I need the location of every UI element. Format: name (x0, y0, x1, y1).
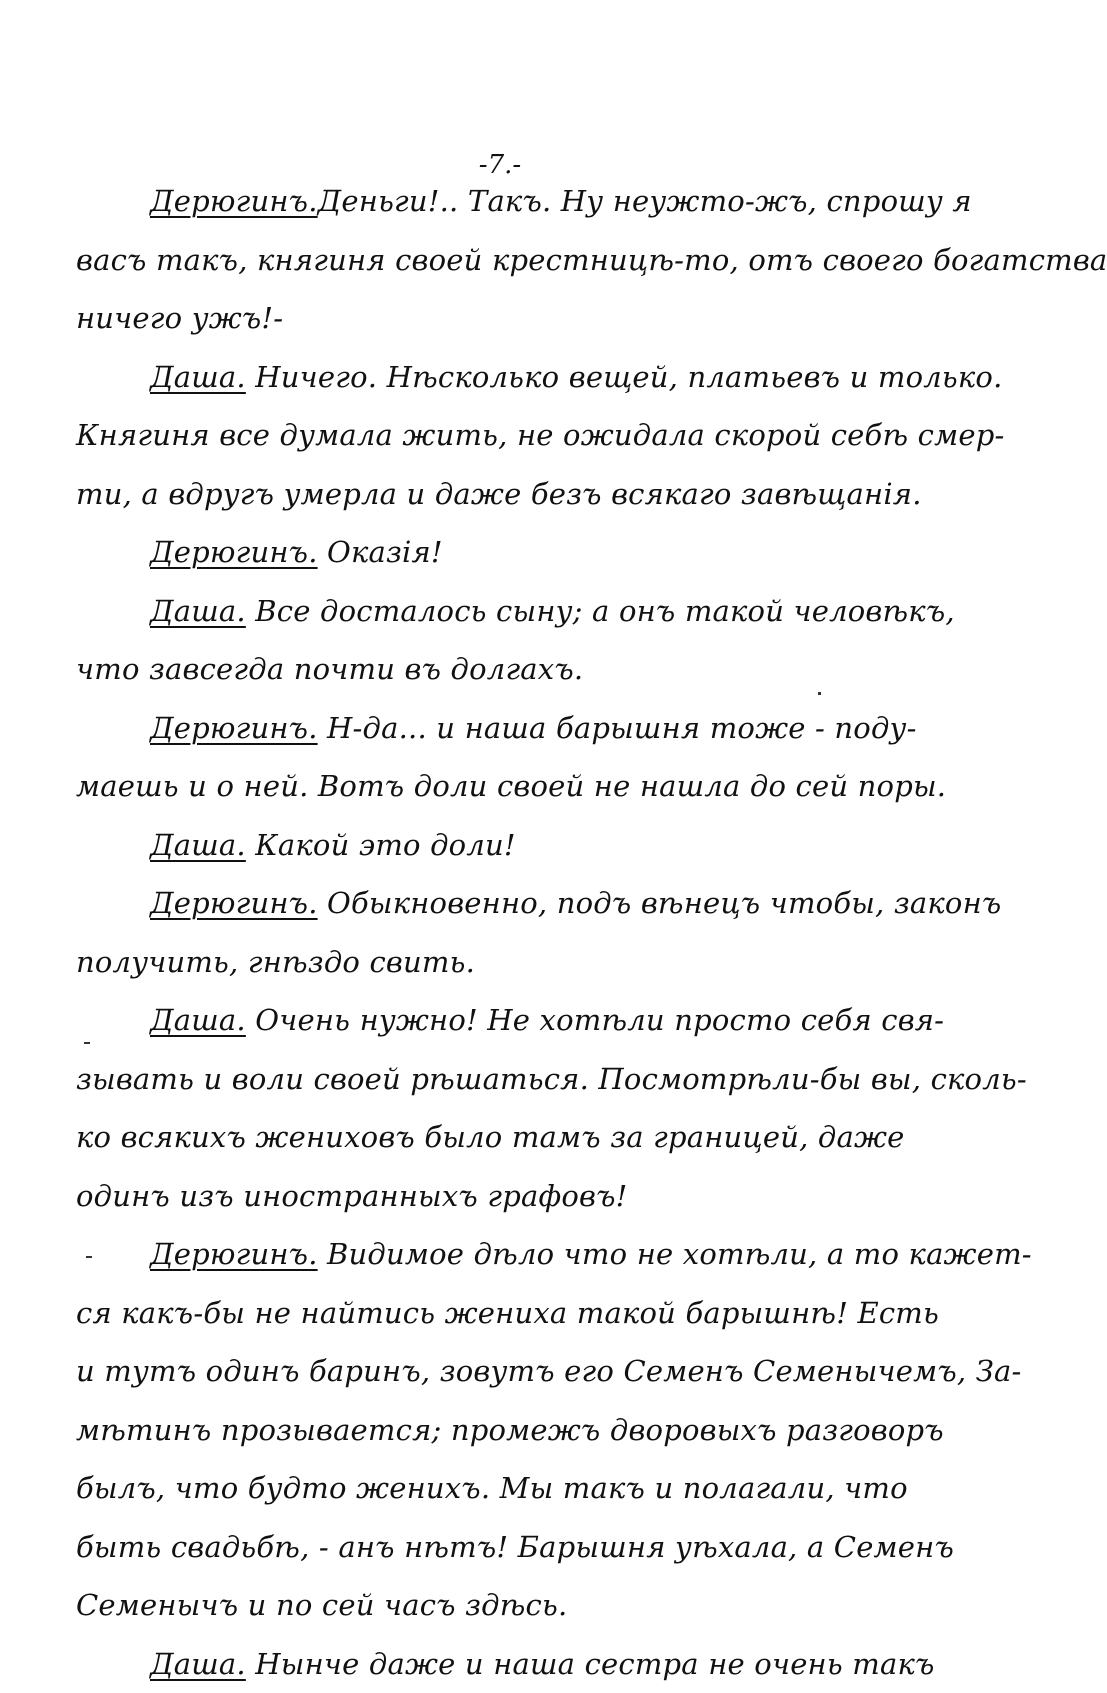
speaker-name: Дерюгинъ. (150, 535, 318, 569)
ink-mark (818, 692, 821, 695)
text-line: маешь и о ней. Вотъ доли своей не нашла до сей поры. (76, 757, 938, 816)
ink-mark (84, 1042, 90, 1044)
speaker-name: Дерюгинъ. (150, 184, 318, 218)
text-line (76, 1225, 938, 1284)
text-line: васъ такъ, княгиня своей крестницѣ-то, отъ своего богатства (76, 231, 938, 290)
text-line: получить, гнѣздо свить. (76, 933, 938, 992)
dialogue-text: Н-да... и наша барышня тоже - поду- (327, 711, 917, 745)
speaker-name: Даша. (150, 360, 246, 394)
dialogue-text: Обыкновенно, подъ вѣнецъ чтобы, законъ (327, 886, 1001, 920)
dialogue-text: Деньги!.. Такъ. Ну неужто-жъ, спрошу я (318, 184, 972, 218)
dialogue-paragraph (76, 699, 938, 816)
manuscript-text (76, 172, 938, 1693)
dialogue-paragraph (76, 348, 938, 524)
text-line: былъ, что будто женихъ. Мы такъ и полагали, что (76, 1459, 938, 1518)
text-line: ся какъ-бы не найтись жениха такой барышнѣ! Есть (76, 1284, 938, 1343)
dialogue-text: Ничего. Нѣсколько вещей, платьевъ и только. (255, 360, 1002, 394)
dialogue-text: Все досталось сыну; а онъ такой человѣкъ, (255, 594, 955, 628)
speaker-name: Дерюгинъ. (150, 711, 318, 745)
text-line (76, 874, 938, 933)
page-number: -7.- (0, 150, 1000, 180)
text-line (76, 991, 938, 1050)
speaker-name: Даша. (150, 1647, 246, 1681)
text-line: что завсегда почти въ долгахъ. (76, 640, 938, 699)
speaker-name: Дерюгинъ. (150, 1237, 318, 1271)
text-line: мѣтинъ прозывается; промежъ дворовыхъ разговоръ (76, 1401, 938, 1460)
dialogue-paragraph (76, 874, 938, 991)
ink-mark (86, 1256, 92, 1258)
dialogue-text: Нынче даже и наша сестра не очень такъ (255, 1647, 934, 1681)
text-line (76, 348, 938, 407)
text-line (76, 1635, 938, 1693)
text-line (76, 523, 938, 582)
speaker-name: Даша. (150, 1003, 246, 1037)
dialogue-paragraph (76, 582, 938, 699)
dialogue-text: Какой это доли! (255, 828, 515, 862)
dialogue-paragraph (76, 523, 938, 582)
dialogue-paragraph (76, 991, 938, 1225)
dialogue-paragraph (76, 816, 938, 875)
dialogue-paragraph (76, 1225, 938, 1635)
text-line: зывать и воли своей рѣшаться. Посмотрѣли-бы вы, сколь- (76, 1050, 938, 1109)
text-line: быть свадьбѣ, - анъ нѣтъ! Барышня уѣхала, а Семенъ (76, 1518, 938, 1577)
text-line: Семенычъ и по сей часъ здѣсь. (76, 1576, 938, 1635)
dialogue-paragraph (76, 172, 938, 348)
text-line: ничего ужъ!- (76, 289, 938, 348)
dialogue-text: Оказія! (327, 535, 443, 569)
speaker-name: Дерюгинъ. (150, 886, 318, 920)
text-line: одинъ изъ иностранныхъ графовъ! (76, 1167, 938, 1226)
speaker-name: Даша. (150, 594, 246, 628)
dialogue-text: Очень нужно! Не хотѣли просто себя свя- (255, 1003, 944, 1037)
text-line: Княгиня все думала жить, не ожидала скорой себѣ смер- (76, 406, 938, 465)
text-line: и тутъ одинъ баринъ, зовутъ его Семенъ Семенычемъ, За- (76, 1342, 938, 1401)
dialogue-text: Видимое дѣло что не хотѣли, а то кажет- (327, 1237, 1032, 1271)
text-line (76, 172, 938, 231)
text-line: ко всякихъ жениховъ было тамъ за границей, даже (76, 1108, 938, 1167)
text-line (76, 816, 938, 875)
text-line (76, 582, 938, 641)
text-line: ти, а вдругъ умерла и даже безъ всякаго завѣщанія. (76, 465, 938, 524)
speaker-name: Даша. (150, 828, 246, 862)
dialogue-paragraph (76, 1635, 938, 1693)
text-line (76, 699, 938, 758)
